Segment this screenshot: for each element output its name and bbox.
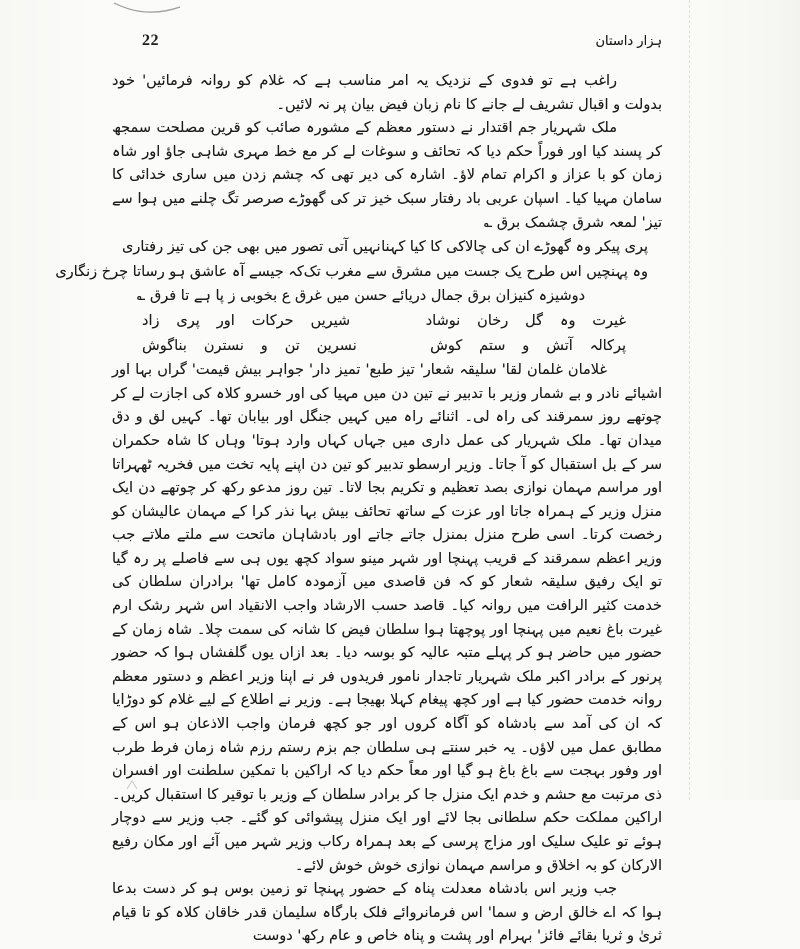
hemistich-right: غیرت وہ گل رخان نوشاد: [425, 312, 626, 329]
verse-couplet-1-line-1: [122, 236, 648, 260]
scan-caret-artifact: [126, 780, 138, 790]
body-text-block: [55, 70, 662, 945]
verse-couplet-2-line-2: [142, 335, 626, 359]
paragraph-3: غلامان غلمان لقا' سلیقہ شعار' تیز طبع' تمیز دار' جواہر بیش قیمت' گراں بہا اور اشیائے نادر و بے شمار وزیر با تدبیر نے تین دن میں مہیا کی اور خسرو کلاہ کی اجازت لے کر چوتھے روز سمرقند کی راہ لی۔ اثنائے راہ میں کہیں جنگل اور بیابان تھا۔ کہیں لق و دق میدان تھا۔ ملک شہریار کی عمل داری میں جہاں کہاں وارد ہوتا' وہاں کا شاہ حکمران سر کے بل استقبال کو آ جاتا۔ وزیر ارسطو تدبیر کو تین دن اپنے پایہ تخت میں فخریہ ٹھہراتا اور مراسم مہمان نوازی بصد تعظیم و تکریم بجا لاتا۔ تین روز مدعو رکھ کر چوتھے دن ایک منزل وزیر کے ہمراہ جاتا اور عزت کے ساتھ تحائف بیش بہا نذر کرا کے مہمان عالیشان کو رخصت کرتا۔ اسی طرح منزل بمنزل جاتے جاتے اور بادشاہان ماتحت سے ملتے ملاتے جب وزیر اعظم سمرقند کے قریب پہنچا اور شہر مینو سواد کچھ یوں ہی سے فاصلے پر رہ گیا تو ایک رفیق سلیقہ شعار کو کہ فن قاصدی میں آزمودہ کامل تھا' برادران سلطان کی خدمت کثیر الرافت میں روانہ کیا۔ قاصد حسب الارشاد واجب الانقیاد اس شہر رشک ارم غیرت باغ نعیم میں پہنچا اور پوچھتا ہوا سلطان فیض کا شانہ کی سمت چلا۔ شاہ زمان کے حضور میں حاضر ہو کر پہلے متبہ عالیہ کو بوسہ دیا۔ بعد ازاں یوں گلفشاں ہوا کہ حضور پرنور کے برادر اکبر ملک شہریار تاجدار نامور فریدوں فر نے اپنا وزیر اعظم و دستور معظم روانہ خدمت حضور کیا ہے اور کچھ پیغام کہلا بھیجا ہے۔ وزیر نے اطلاع کے لیے غلام کو دوڑایا کہ ان کی آمد سے بادشاہ کو آگاہ کروں اور جو کچھ فرمان واجب الاذعان ہو اس کے مطابق عمل میں لاؤں۔ یہ خبر سنتے ہی سلطان جم بزم رستم رزم شاہ زمان فرط طرب اور وفور بہجت سے باغ باغ ہو گیا اور معاً حکم دیا کہ اراکین با تمکین سلطنت اور افسران ذی مرتبت مع حشم و خدم ایک منزل جا کر برادر سلطان کے وزیر با توقیر کا استقبال کریں۔ اراکین مملکت حکم سلطانی بجا لائے اور ایک منزل پیشوائی کو گئے۔ جب وزیر سے دوچار ہوئے تو علیک سلیک اور مزاج پرسی کے بعد ہمراہ رکاب وزیر شہر میں آئے اور مکان رفیع الارکان کو بہ اخلاق و مراسم مہمان نوازی خوش خوش لائے۔: [112, 362, 662, 874]
hemistich-right: پری پیکر وہ گھوڑے ان کی چالاکی کا کیا کہنا: [381, 239, 648, 256]
hemistich-left: کہ جیسے آہ عاشق ہو رساتا چرخ زنگاری: [55, 263, 304, 280]
interlude-prose-line: دوشیزہ کنیزان برق جمال دریائے حسن میں غرق ع بخوبی ز پا ہے تا فرق ؎: [136, 288, 586, 305]
hemistich-right: وہ پہنچیں اس طرح یک جست میں مشرق سے مغرب تک: [303, 263, 648, 280]
binding-dotted-line: [689, 0, 690, 800]
paragraph-2: ملک شہریار جم اقتدار نے دستور معظم کے مشورہ صائب کو قرین مصلحت سمجھ کر پسند کیا اور فوراً حکم دیا کہ تحائف و سوغات لے کر مع خط مہری شاہی جاؤ اور شاہ زمان کو با عزاز و اکرام تمام لاؤ۔ اشارہ کی دیر تھی کہ چشم زدن میں ساری خدائی کا سامان مہیا کیا۔ اسپان عربی باد رفتار سبک خیز تر کی گھوڑے صرصر تگ چلنے میں ہوا سے تیز' لمعہ شرق چشمک برق ؎: [112, 120, 662, 231]
hemistich-left: نہیں آتی تصور میں بھی جن کی تیز رفتاری: [122, 239, 381, 256]
hemistich-left: شیریں حرکات اور پری زاد: [142, 312, 351, 329]
paragraph-1: راغب ہے تو فدوی کے نزدیک یہ امر مناسب ہے کہ غلام کو روانہ فرمائیں' خود بدولت و اقبال تشریف لے جانے کا نام زبان فیض بیان پر نہ لائیں۔: [112, 73, 662, 113]
paragraph-4: جب وزیر اس بادشاہ معدلت پناہ کے حضور پہنچا تو زمین بوس ہو کر دست بدعا ہوا کہ اے خالق ارض و سما' اس فرمانروائے فلک بارگاہ سلیمان قدر خاقان کلاہ کو تا قیام ثریٰ و ثریا بقائے فائز' بہرام اور پشت و پناہ خاص و عام رکھ' دوست: [112, 881, 662, 945]
page-curl-artifact: [112, 0, 184, 20]
verse-couplet-1-line-2: [55, 261, 648, 285]
hemistich-left: نسرین تن و نسترن بناگوش: [142, 337, 357, 354]
hemistich-right: پرکالہ آتش و ستم کوش: [430, 337, 626, 354]
running-header-title: ہزار داستان: [595, 34, 662, 49]
page-number: 22: [142, 32, 159, 49]
verse-couplet-2-line-1: [142, 310, 626, 334]
page-header: [142, 32, 662, 50]
